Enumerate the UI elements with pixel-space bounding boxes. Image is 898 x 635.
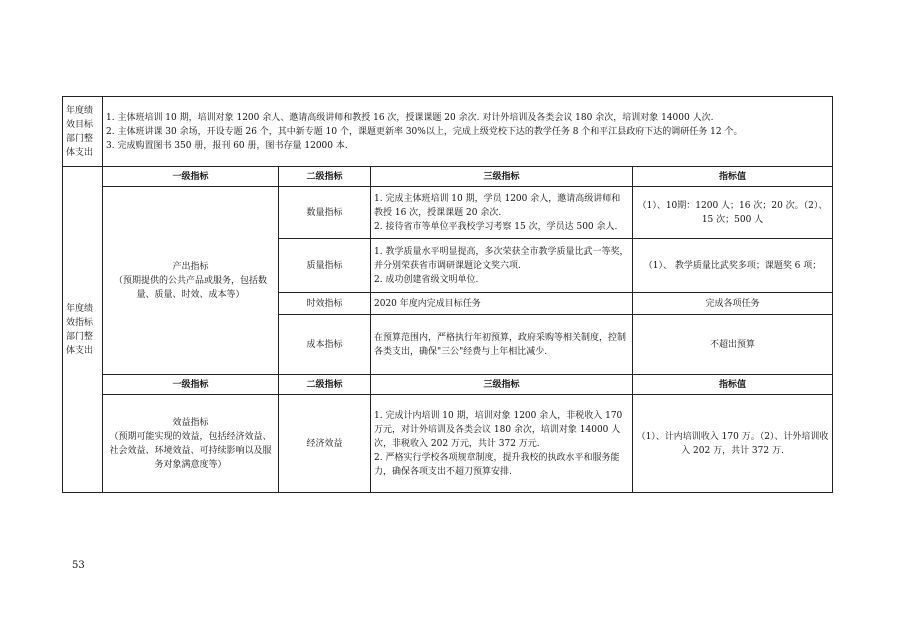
level3-content xyxy=(371,293,633,315)
output-desc: （预期提供的公共产品或服务，包括数量、质量、时效、成本等） xyxy=(113,275,267,300)
indicator-value: （1）、10期：1200 人；16 次；20 次。（2）、15 次；500 人 xyxy=(633,187,833,239)
level3-item: 2020 年度内完成目标任务 xyxy=(374,298,481,309)
indicator-value: 完成各项任务 xyxy=(633,293,833,315)
header-level3: 三级指标 xyxy=(371,375,633,395)
level2-name: 经济效益 xyxy=(279,395,371,493)
output-indicator-cell xyxy=(103,187,279,375)
level3-item: 1. 完成计内培训 10 期，培训对象 1200 余人，非税收入 170 万元，对计外培训及各类会议 180 余次，培训对象 14000 人次，非税收入 202 万元，共计 372 万元. xyxy=(374,410,623,449)
level3-item: 在预算范围内，严格执行年初预算，政府采购等相关制度，控制各类支出，确保"三公"经费与上年相比减少. xyxy=(374,332,627,357)
level3-item: 1. 完成主体班培训 10 期，学员 1200 余人，邀请高级讲师和教授 16 次，授课课题 20 余次. xyxy=(374,193,621,218)
goal-line: 1. 主体班培训 10 期，培训对象 1200 余人、邀请高级讲师和教授 16 次，授课课题 20 余次. 对计外培训及各类会议 180 余次，培训对象 14000 人次. xyxy=(106,112,714,123)
header-level2: 二级指标 xyxy=(279,167,371,187)
header-row xyxy=(63,167,833,187)
header-level3: 三级指标 xyxy=(371,167,633,187)
level3-item: 1. 教学质量水平明显提高，多次荣获全市教学质量比武一等奖，并分别荣获省市调研课题论文奖六项. xyxy=(374,246,629,271)
level2-name: 时效指标 xyxy=(279,293,371,315)
table-row xyxy=(63,395,833,493)
level3-content xyxy=(371,187,633,239)
goal-line: 3. 完成购置图书 350 册，报刊 60 册，图书存量 12000 本. xyxy=(106,140,348,151)
header-level1: 一级指标 xyxy=(103,375,279,395)
level2-name: 数量指标 xyxy=(279,187,371,239)
benefit-desc: （预期可能实现的效益，包括经济效益、社会效益、环境效益、可持续影响以及服务对象满意度等） xyxy=(109,431,272,470)
level3-content xyxy=(371,239,633,293)
header-level2: 二级指标 xyxy=(279,375,371,395)
header-row xyxy=(63,375,833,395)
indicator-value: （1）、 教学质量比武奖多项；课题奖 6 项； xyxy=(633,239,833,293)
performance-table xyxy=(62,96,833,493)
indicator-value: （1）、计内培训收入 170 万。（2）、计外培训收入 202 万，共计 372 万. xyxy=(633,395,833,493)
table-row xyxy=(63,187,833,239)
level2-name: 质量指标 xyxy=(279,239,371,293)
indicator-value: 不超出预算 xyxy=(633,315,833,375)
level3-item: 2. 接待省市等单位平我校学习考察 15 次，学员达 500 余人. xyxy=(374,221,618,232)
overall-goal-label: 年度绩效目标部门整体支出 xyxy=(63,97,103,167)
level2-name: 成本指标 xyxy=(279,315,371,375)
level3-item: 2. 严格实行学校各项规章制度，提升我校的执政水平和服务能力，确保各项支出不超刀预算安排. xyxy=(374,452,620,477)
indicator-label: 年度绩效指标部门整体支出 xyxy=(63,167,103,493)
header-value: 指标值 xyxy=(633,167,833,187)
goal-line: 2. 主体班讲课 30 余场，开设专题 26 个，其中新专题 10 个，课题更新率 30%以上，完成上级党校下达的教学任务 8 个和平江县政府下达的调研任务 12 个。 xyxy=(106,126,743,137)
header-level1: 一级指标 xyxy=(103,167,279,187)
level3-content xyxy=(371,395,633,493)
output-title: 产出指标 xyxy=(172,261,209,272)
level3-content xyxy=(371,315,633,375)
overall-goal-row xyxy=(63,97,833,167)
benefit-indicator-cell xyxy=(103,395,279,493)
benefit-title: 效益指标 xyxy=(172,417,209,428)
header-value: 指标值 xyxy=(633,375,833,395)
overall-goal-content xyxy=(103,97,833,167)
level3-item: 2. 成功创建省级文明单位. xyxy=(374,274,479,285)
page-number: 53 xyxy=(72,560,85,571)
